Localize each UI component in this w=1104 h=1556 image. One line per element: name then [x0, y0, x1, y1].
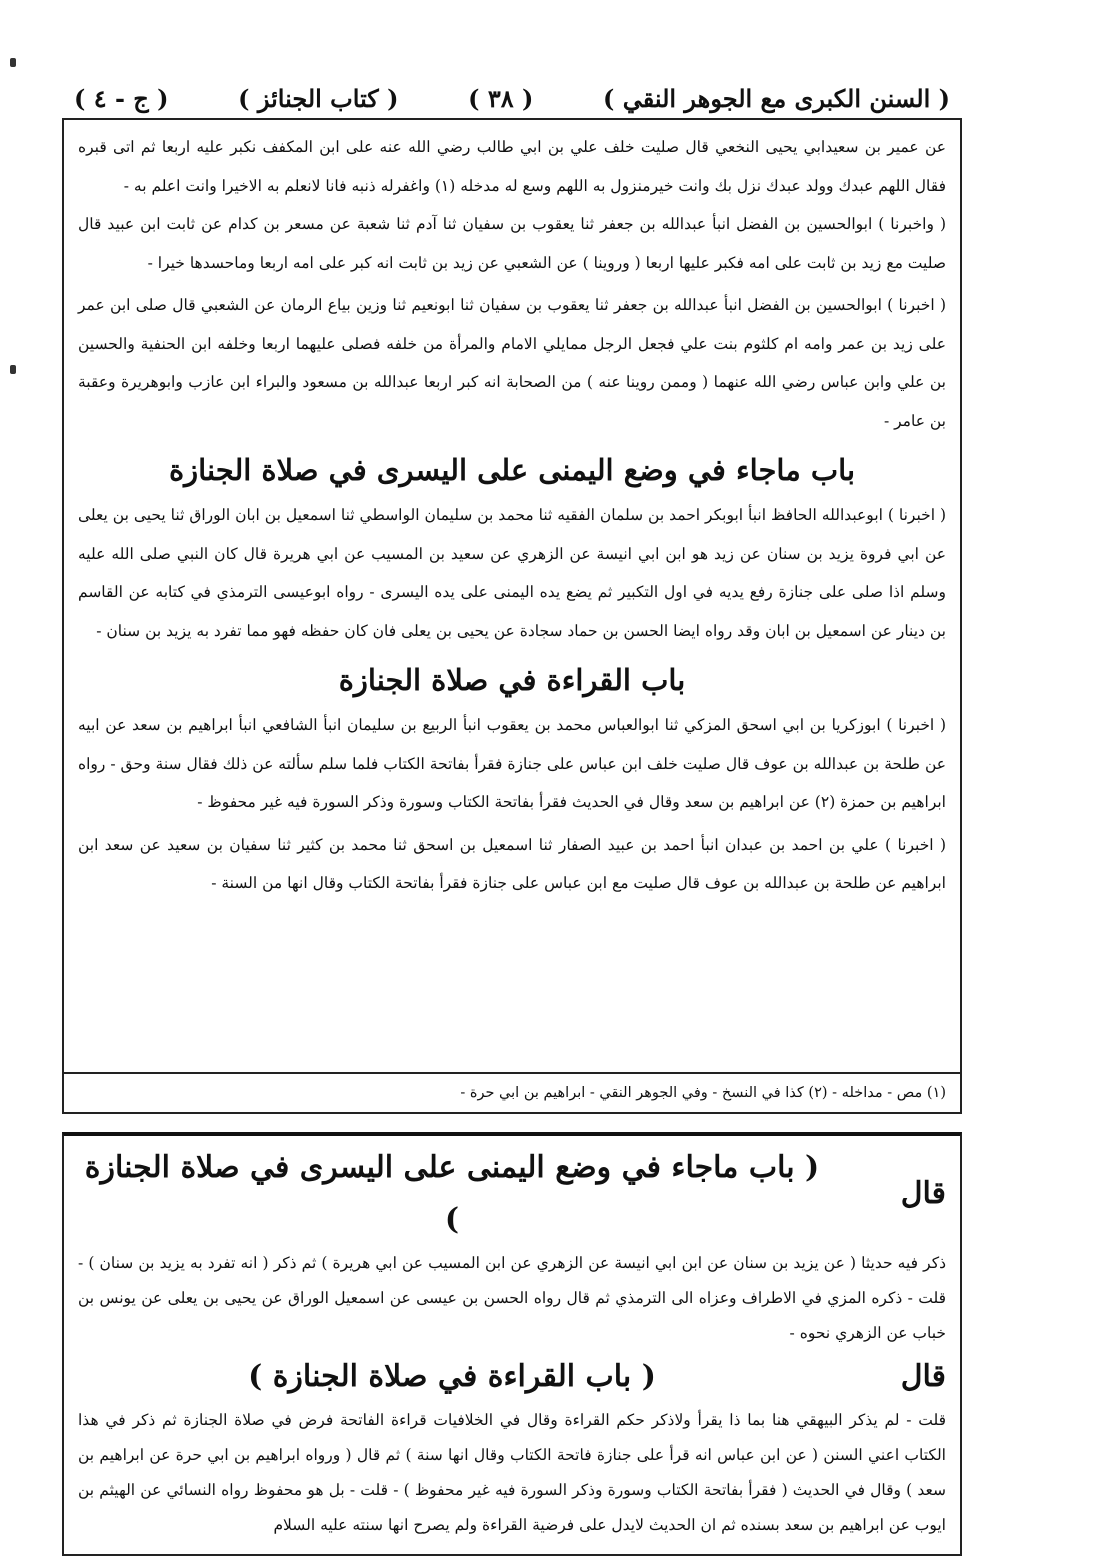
running-header — [62, 78, 962, 118]
page — [62, 78, 962, 1556]
commentary-frame — [62, 1132, 962, 1556]
paragraph: ( اخبرنا ) ابوعبدالله الحافظ انبأ ابوبكر احمد بن سلمان الفقيه ثنا محمد بن سليمان الواسطي ثنا اسمعيل بن ابان الوراق ثنا يحيى بن يعلى عن ابي فروة يزيد بن سنان عن زيد هو ابن ابي انيسة عن الزهري عن سعيد بن المسيب عن ابي هريرة قال كان النبي صلى الله عليه وسلم اذا صلى على جنازة رفع يديه في اول التكبير ثم يضع يده اليمنى على يده اليسرى - رواه ابوعيسى الترمذي في كتابه عن القاسم بن دينار عن اسمعيل بن ابان وقد رواه ايضا الحسن بن حماد سجادة عن يحيى بن يعلى فان كان حفظه فهو مما تفرد به يزيد بن سنان - — [78, 506, 946, 640]
main-text-frame — [62, 118, 962, 1114]
section-title: باب القراءة في صلاة الجنازة — [338, 663, 686, 697]
paragraph: ( واخبرنا ) ابوالحسين بن الفضل انبأ عبدالله بن جعفر ثنا يعقوب بن سفيان ثنا آدم ثنا شعبة عن مسعر بن كدام عن ثابت ابن عبيد قال صليت مع زيد بن ثابت على امه فكبر عليها اربعا ( وروينا ) عن الشعبي عن زيد بن ثابت انه كبر على امه اربعا وماحسدها خيرا - — [78, 215, 946, 272]
section-title: باب ماجاء في وضع اليمنى على اليسرى في صلاة الجنازة — [168, 453, 856, 487]
paragraph: ذكر فيه حديثا ( عن يزيد بن سنان عن ابن ابي انيسة عن الزهري عن ابن المسيب عن ابي هريرة ) ثم ذكر ( انه تفرد به يزيد بن سنان ) - قلت - ذكره المزي في الاطراف وعزاه الى الترمذي ثم قال رواه الحسن بن عيسى عن اسمعيل الوراق عن يحيى بن يعلى عن يونس بن خباب عن الزهري نحوه - — [78, 1254, 946, 1342]
commentary-heading — [78, 1351, 946, 1403]
paragraph: قلت - لم يذكر البيهقي هنا بما ذا يقرأ ولاذكر حكم القراءة وقال في الخلافيات قراءة الفاتحة فرض في صلاة الجنازة ثم ذكر في هذا الكتاب اعني السنن ( عن ابن عباس انه قرأ على جنازة فاتحة الكتاب وقال انها سنة ) ثم قال ( ورواه ابراهيم بن ابي حرة عن ابراهيم بن سعد ) وقال في الحديث ( فقرأ بفاتحة الكتاب وسورة وذكر السورة فيه غير محفوظ ) - قلت - بل هو محفوظ رواه النسائي عن الهيثم بن ايوب عن ابراهيم بن سعد بسنده ثم ان الحديث لايدل على فرضية القراءة ولم يصرح انها سنته عليه السلام — [78, 1411, 946, 1534]
sunan-text — [64, 120, 960, 1072]
commentary-title: ( باب القراءة في صلاة الجنازة ) — [248, 1359, 656, 1394]
paragraph: ( اخبرنا ) علي بن احمد بن عبدان انبأ احمد بن عبيد الصفار ثنا اسمعيل بن اسحق ثنا محمد بن كثير ثنا سفيان بن سعيد عن سعد ابن ابراهيم عن طلحة بن عبدالله بن عوف قال صليت مع ابن عباس على جنازة فقرأ بفاتحة الكتاب وقال انها من السنة - — [78, 835, 946, 892]
commentary-title: ( باب ماجاء في وضع اليمنى على اليسرى في صلاة الجنازة ) — [84, 1150, 820, 1237]
paragraph: عن عمير بن سعيدابي يحيى النخعي قال صليت خلف علي بن ابي طالب رضي الله عنه على ابن المكفف نكبر عليه اربعا ثم اتى قبره فقال اللهم عبدك وولد عبدك نزل بك وانت خيرمنزول به اللهم وسع له مدخله (١) واغفرله ذنبه فانا لانعلم به الاخيرا وانت اعلم به - — [78, 138, 946, 195]
jawhar-commentary — [64, 1136, 960, 1554]
page-number: ( ٣٨ ) — [468, 83, 534, 113]
qal-label: قال — [900, 1176, 946, 1211]
header-book: ( كتاب الجنائز ) — [238, 83, 399, 113]
margin-mark — [10, 365, 16, 374]
margin-mark — [10, 58, 16, 67]
header-title: ( السنن الكبرى مع الجوهر النقي ) — [602, 83, 950, 113]
header-volume: ( ج - ٤ ) — [74, 83, 169, 113]
commentary-heading — [78, 1142, 946, 1246]
footnotes: (١) مص - مداخله - (٢) كذا في النسخ - وفي الجوهر النقي - ابراهيم بن ابي حرة - — [64, 1072, 960, 1112]
paragraph: ( اخبرنا ) ابوزكريا بن ابي اسحق المزكي ثنا ابوالعباس محمد بن يعقوب انبأ الربيع بن سليمان انبأ الشافعي انبأ ابراهيم بن سعد عن ابيه عن طلحة بن عبدالله بن عوف قال صليت خلف ابن عباس على جنازة فقرأ بفاتحة الكتاب فلما سلم سألته عن ذلك فقال سنة وحق - رواه ابراهيم بن حمزة (٢) عن ابراهيم بن سعد وقال في الحديث فقرأ بفاتحة الكتاب وسورة وذكر السورة فيه غير محفوظ - — [78, 716, 946, 811]
paragraph: ( اخبرنا ) ابوالحسين بن الفضل انبأ عبدالله بن جعفر ثنا يعقوب بن سفيان ثنا ابونعيم ثنا وزين بياع الرمان عن الشعبي قال صلى ابن عمر على زيد بن عمر وامه ام كلثوم بنت علي فجعل الرجل ممايلي الامام والمرأة من خلفه فصلى عليهما اربعا وخلفه ابن الحنفية والحسين بن علي وابن عباس رضي الله عنهما ( وممن روينا عنه ) من الصحابة انه كبر اربعا عبدالله بن مسعود والبراء ابن عازب وابوهريرة وعقبة بن عامر - — [78, 296, 946, 430]
qal-label: قال — [900, 1359, 946, 1394]
